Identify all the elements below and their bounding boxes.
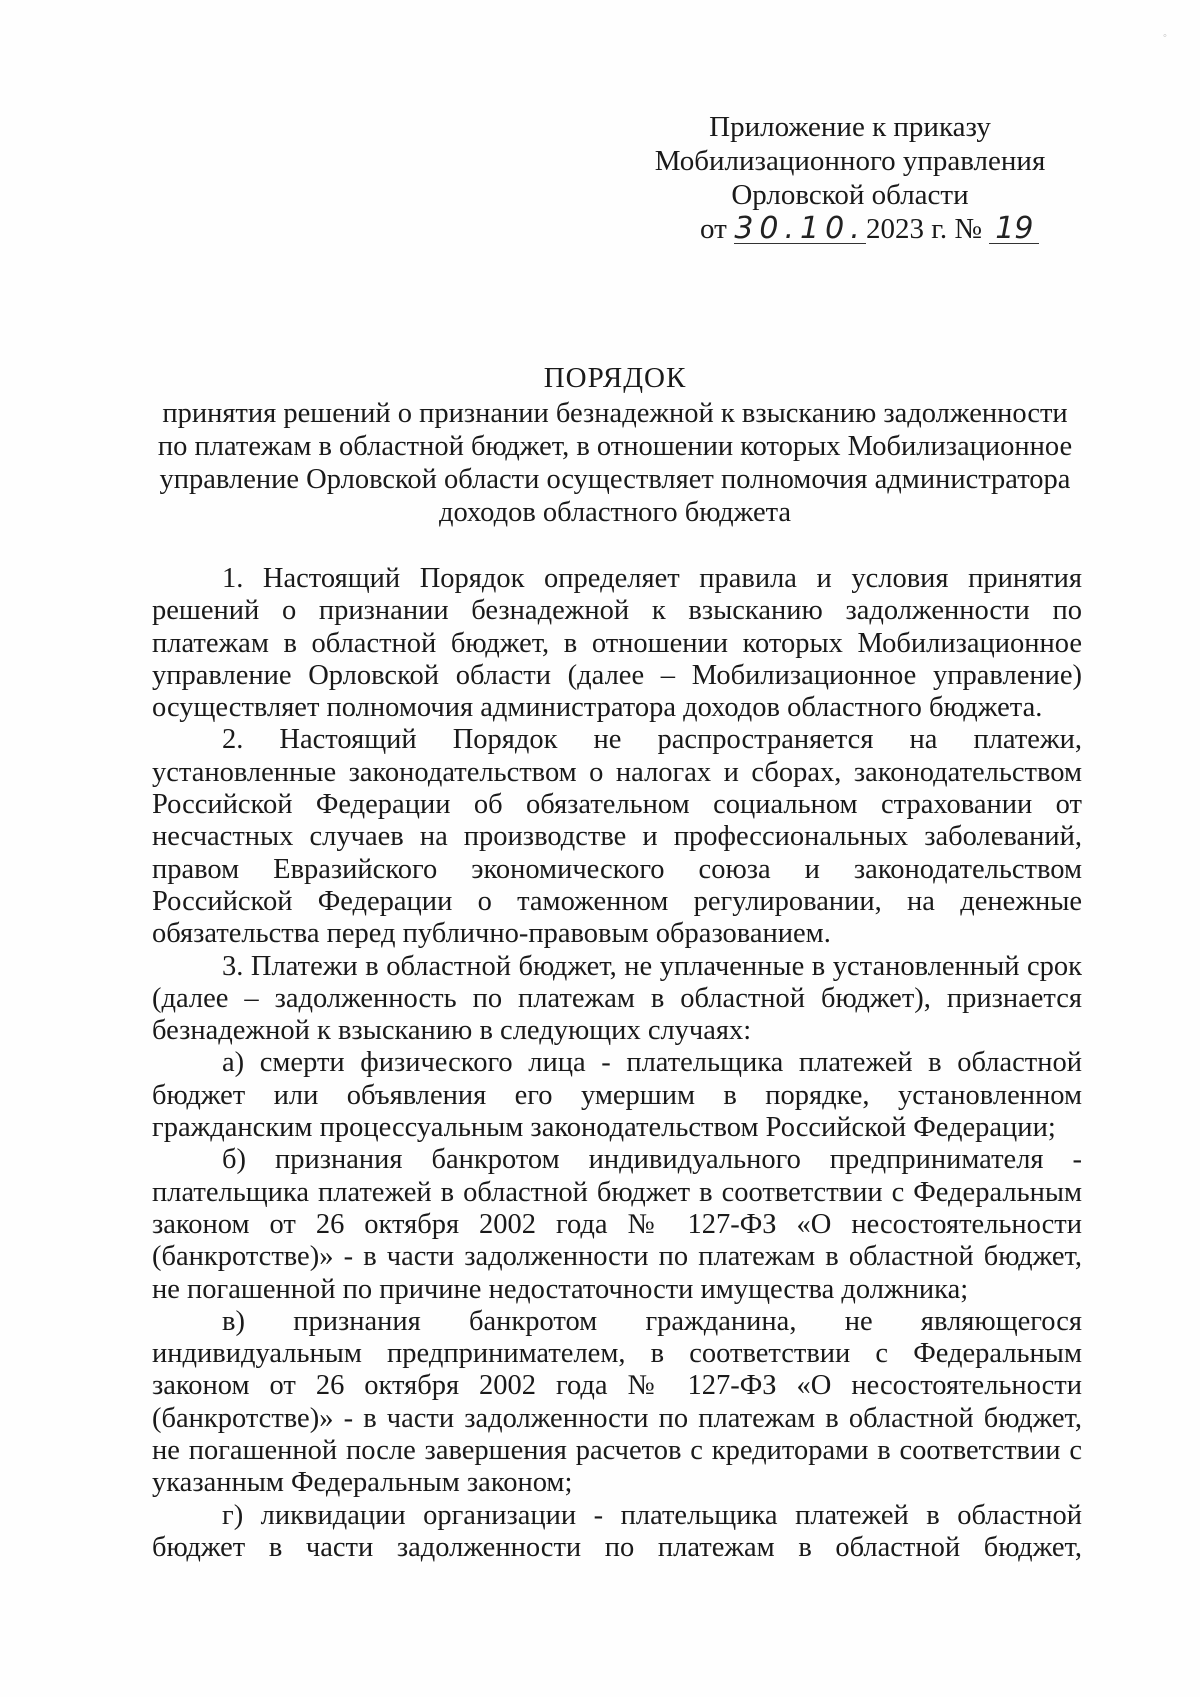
- subparagraph-b: б) признания банкротом индивидуального предпринимателя - плательщика платежей в областной бюджет в соответствии с Федеральным законом от 26 октября 2002 года № 127-ФЗ «О несостоятельности (банкротстве)» - в части задолженности по платежам в областной бюджет, не погашенной по причине недостаточности имущества должника;: [152, 1144, 1082, 1305]
- title-sub-line: доходов областного бюджета: [438, 497, 792, 528]
- title-subtitle: [150, 397, 1080, 529]
- subparagraph-g: г) ликвидации организации - плательщика платежей в областной бюджет в части задолженности по платежам в областной бюджет,: [152, 1499, 1082, 1563]
- handwritten-date: 30.10.: [734, 211, 866, 246]
- date-prefix: от: [700, 213, 727, 245]
- document-body: [152, 563, 1082, 1564]
- year-number-label: 2023 г. №: [866, 213, 983, 245]
- header-line-3: Орловской области: [731, 179, 969, 211]
- scan-artifact: ◦: [1163, 30, 1167, 42]
- paragraph-2: 2. Настоящий Порядок не распространяется на платежи, установленные законодательством о налогах и сборах, законодательством Российской Федерации об обязательном социальном страховании от несчастных случаев на производстве и профессиональных заболеваний, правом Евразийского экономического союза и законодательством Российской Федерации о таможенном регулировании, на денежные обязательства перед публично-правовым образованием.: [152, 724, 1082, 950]
- subparagraph-v: в) признания банкротом гражданина, не являющегося индивидуальным предпринимателем, в соответствии с Федеральным законом от 26 октября 2002 года № 127-ФЗ «О несостоятельности (банкротстве)» - в части задолженности по платежам в областной бюджет, не погашенной после завершения расчетов с кредиторами в соответствии с указанным Федеральным законом;: [152, 1305, 1082, 1499]
- header-line-2: Мобилизационного управления: [654, 145, 1046, 177]
- handwritten-order-number: 19: [989, 215, 1039, 244]
- header-line-1: Приложение к приказу: [709, 111, 991, 143]
- title-main: ПОРЯДОК: [543, 362, 687, 394]
- title-sub-line: по платежам в областной бюджет, в отношении которых Мобилизационное: [157, 431, 1073, 462]
- title-sub-line: управление Орловской области осуществляет полномочия администратора: [159, 464, 1071, 495]
- title-sub-line: принятия решений о признании безнадежной к взысканию задолженности: [162, 398, 1068, 429]
- order-date-line: [640, 212, 1060, 246]
- paragraph-3: 3. Платежи в областной бюджет, не уплаченные в установленный срок (далее – задолженность по платежам в областной бюджет), признается безнадежной к взысканию в следующих случаях:: [152, 950, 1082, 1047]
- appendix-header: [640, 110, 1060, 246]
- subparagraph-a: а) смерти физического лица - плательщика платежей в областной бюджет или объявления его умершим в порядке, установленном гражданским процессуальным законодательством Российской Федерации;: [152, 1047, 1082, 1144]
- paragraph-1: 1. Настоящий Порядок определяет правила и условия принятия решений о признании безнадежной к взысканию задолженности по платежам в областной бюджет, в отношении которых Мобилизационное управление Орловской области (далее – Мобилизационное управление) осуществляет полномочия администратора доходов областного бюджета.: [152, 563, 1082, 724]
- document-title: [150, 362, 1080, 529]
